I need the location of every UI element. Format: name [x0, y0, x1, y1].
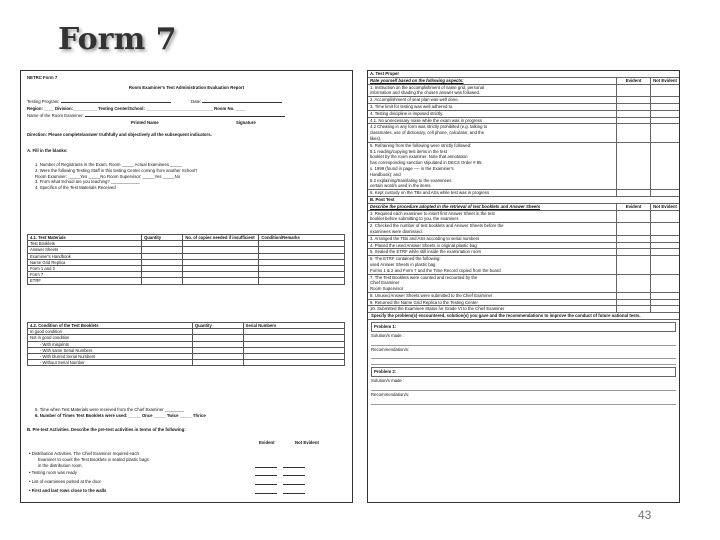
item-text: 5.2 explaining/translating to the examinees [368, 178, 617, 184]
table-row [368, 236, 679, 243]
slide-title: Form 7 [58, 22, 177, 57]
table-cell: Form 1 and 2 [28, 266, 142, 272]
item-text: 8. Unused Answer Sheets were submitted to the Chief Examiner [368, 293, 617, 299]
table-cell: Not in good condition [28, 335, 193, 341]
table-row [368, 111, 679, 118]
field-date [191, 99, 282, 105]
table-cell: Name Grid Replica [28, 259, 142, 265]
item-text: 3. Time limit for testing was well adhered to. [368, 104, 617, 110]
problem-block-2 [368, 367, 679, 404]
not-evident-cell[interactable] [651, 97, 679, 103]
label-room-examiner: Name of the Room Examiner: [27, 113, 84, 118]
form-page-left [20, 70, 353, 503]
not-evident-blank[interactable] [283, 488, 305, 494]
form-page-right [367, 70, 680, 503]
materials-header: 4.1. Test Materials [28, 235, 142, 241]
table-cell: ETRF [28, 278, 142, 284]
table-cell: - With misprints [28, 341, 193, 347]
printed-name-label: Printed Name [131, 120, 159, 125]
table-cell[interactable] [183, 278, 259, 284]
col-evident: Evident [617, 204, 651, 210]
section-b-column-header [368, 204, 679, 211]
item-text: information and shading the chosen answer was followed. [368, 90, 617, 96]
items-5-6 [35, 407, 350, 419]
direction-text: Direction: Please complete/answer truthfully and objectively all the subsequent indicators. [27, 132, 212, 137]
table-cell: Answer Sheets [28, 247, 142, 253]
table-row [28, 360, 345, 366]
not-evident-cell[interactable] [651, 216, 679, 222]
not-evident-cell[interactable] [651, 249, 679, 255]
materials-header: No. of copies needed if insufficient [183, 235, 259, 241]
not-evident-cell[interactable] [651, 286, 679, 292]
recommendation-2-label: Recommendation/s: [371, 392, 410, 398]
not-evident-cell[interactable] [651, 306, 679, 312]
report-title: Room Examiner's Test Administration Evaluation Report [128, 85, 245, 90]
table-cell: Form 7 [28, 272, 142, 278]
not-evident-cell[interactable] [651, 268, 679, 274]
evident-blank[interactable] [255, 463, 277, 469]
b-item-text: • Testing room was ready [29, 470, 249, 476]
table-cell[interactable] [243, 360, 344, 366]
section-b-title: B. Pre-test Activities. Describe the pre-test activities in terms of the following: [27, 427, 186, 432]
evident-cell[interactable] [617, 229, 651, 235]
evident-cell[interactable] [617, 183, 651, 189]
evident-cell[interactable] [617, 90, 651, 96]
b-item-text: in the distribution room. [38, 462, 83, 468]
col-not-evident: Not Evident [653, 77, 677, 83]
not-evident-blank[interactable] [283, 463, 305, 469]
not-evident-cell[interactable] [651, 190, 679, 196]
item-text: certain word/s used in the items. [368, 183, 617, 189]
room-examiner-input[interactable] [85, 116, 285, 117]
a-item: 4. Specifics of the Test Materials Received [35, 185, 116, 191]
materials-table [27, 234, 345, 285]
item-text: booklet before submitting to you, the examiner. [368, 216, 617, 222]
col-not-evident: Not Evident [295, 440, 319, 445]
form-code: NETRC Form 7 [27, 75, 58, 80]
table-row [368, 268, 679, 275]
item-text: Room Supervisor [368, 286, 617, 292]
label-testing-program: Testing Program: [27, 99, 60, 104]
a-item[interactable]: 1. Number of Registrants in the Exam. Room _____ Actual Examinees _____ [35, 162, 183, 167]
table-row [368, 306, 679, 313]
condition-header: 4.2. Condition of the Test Booklets [28, 323, 193, 329]
evident-cell[interactable] [617, 293, 651, 299]
item-text: 2. Checked the number of test booklets and Answer Sheets before the [368, 223, 617, 229]
table-row [368, 104, 679, 111]
section-b-items [29, 451, 351, 494]
section-a-title: A. Test Proper [370, 71, 400, 76]
materials-header: Condition/Remarks [259, 235, 345, 241]
item-text: 4. Placed the used Answer Sheets in original plastic bag [368, 243, 617, 249]
table-row [368, 183, 679, 190]
not-evident-cell[interactable] [651, 229, 679, 235]
not-evident-cell[interactable] [651, 300, 679, 306]
evident-cell[interactable] [617, 243, 651, 249]
recommendation-1-line[interactable] [371, 359, 676, 365]
item-text: has corresponding sanction stipulated in DECS Order # 85 [368, 160, 617, 166]
problem-block-1 [368, 322, 679, 365]
table-cell[interactable] [142, 278, 183, 284]
section-a-column-header [368, 78, 679, 85]
condition-header: Serial Numbers [243, 323, 344, 329]
evident-blank[interactable] [255, 488, 277, 494]
not-evident-cell[interactable] [651, 293, 679, 299]
table-row [368, 300, 679, 307]
item-6[interactable]: 6. Number of Times Test Booklets were used: _____ Once _____ Twice _____ Thrice [35, 412, 206, 418]
section-b-items [368, 211, 679, 314]
evident-blank[interactable] [255, 470, 277, 476]
item-text: 1. Instruction on the accomplishment of name grid, personal [368, 85, 617, 91]
table-row [368, 136, 679, 143]
table-row [368, 216, 679, 223]
list-item [29, 470, 351, 476]
evident-blank[interactable] [255, 479, 277, 485]
item-text: Handbook); and [368, 172, 617, 178]
not-evident-cell[interactable] [651, 111, 679, 117]
item-text: Chief Examiner [368, 280, 617, 286]
section-a-items [368, 85, 679, 197]
item-text: 1. Required each examinee to insert first Answer Sheet in the test [368, 211, 617, 217]
item-text: Forms 1 & 2 and Form 7 and the Time Record copied from the board [368, 268, 617, 274]
not-evident-cell[interactable] [651, 104, 679, 110]
item-text: booklet by the room examiner. Note that annotation [368, 154, 617, 160]
table-row [368, 97, 679, 104]
table-row [368, 286, 679, 293]
col-not-evident: Not Evident [653, 203, 677, 209]
col-evident: Evident [617, 78, 651, 84]
field-room-examiner [27, 113, 285, 119]
not-evident-cell[interactable] [651, 183, 679, 189]
evident-cell[interactable] [617, 300, 651, 306]
testing-program-input[interactable] [61, 102, 171, 103]
item-text: 7. The Test Booklets were counted and recounted by the [368, 275, 617, 281]
solution-2-label: Solution/s made : [371, 378, 405, 384]
not-evident-cell[interactable] [651, 90, 679, 96]
evident-cell[interactable] [617, 118, 651, 124]
materials-header: Quantity [142, 235, 183, 241]
table-row [368, 249, 679, 256]
not-evident-cell[interactable] [651, 118, 679, 124]
b-item-text: • List of examinees posted at the door [29, 479, 249, 485]
evident-cell[interactable] [617, 136, 651, 142]
date-input[interactable] [202, 102, 282, 103]
table-cell: - With blurred Serial Numbers [28, 354, 193, 360]
item-text: used Answer Sheets in plastic bag [368, 262, 617, 268]
table-cell: Examiner's Handbook [28, 253, 142, 259]
table-cell[interactable] [192, 360, 243, 366]
solution-1-label: Solution/s made : [371, 332, 405, 338]
condition-table [27, 322, 345, 366]
section-a-items [35, 162, 350, 191]
b-item-text: • First and last rows close to the walls [29, 488, 249, 494]
not-evident-blank[interactable] [283, 479, 305, 485]
not-evident-cell[interactable] [651, 243, 679, 249]
evident-cell[interactable] [617, 97, 651, 103]
item-text: 10. Submitted the Examinee Status for Grade VI to the Chief Examiner [368, 306, 617, 312]
evident-cell[interactable] [617, 236, 651, 242]
col-evident: Evident [259, 440, 275, 445]
item-text: examinees were dismissed. [368, 229, 617, 235]
condition-header: Quantity [192, 323, 243, 329]
table-cell: - Without Serial Number [28, 360, 193, 366]
evident-cell[interactable] [617, 249, 651, 255]
recommendation-2-line[interactable] [371, 399, 676, 405]
table-row [28, 278, 345, 284]
b-item-text: Examiner to count the Test Booklets in sealed plastic bags [38, 456, 149, 462]
table-row [368, 243, 679, 250]
item-text: 4. Testing discipline is imposed strictly. [368, 111, 617, 117]
item-text: 4.1. No unnecessary noise while the exam was in progress [368, 118, 617, 124]
evident-cell[interactable] [617, 190, 651, 196]
item-text: 5. Refraining from the following were strictly followed: [368, 143, 617, 149]
section-a-instruction: Rate yourself based on the following aspects: [368, 78, 617, 84]
section-a-title: A. Fill in the blanks: [27, 148, 68, 153]
evident-cell[interactable] [617, 306, 651, 312]
a-item[interactable]: Room Examiner: _____Yes _____No Room Supervisor: _____Yes _____No [35, 173, 181, 179]
evident-cell[interactable] [617, 286, 651, 292]
evident-cell[interactable] [617, 268, 651, 274]
table-row [368, 293, 679, 300]
item-text: classmates, use of dictionary, cell phone, calculator, and the [368, 130, 617, 136]
item-text: 5. Sealed the ETRF while still inside the examination room [368, 249, 617, 255]
not-evident-cell[interactable] [651, 236, 679, 242]
item-5[interactable]: 5. Time when Test Materials were received from the Chief Examiner ________ [35, 407, 184, 412]
item-text: likes). [368, 136, 617, 142]
table-cell[interactable] [259, 278, 345, 284]
table-row [368, 90, 679, 97]
list-item [29, 479, 351, 485]
problem-1-label[interactable]: Problem 1: [371, 322, 676, 332]
specify-text: Specify the problem(s) encountered, solution(s) you gave and the recommendations to improve the conduct of future national tests. [368, 313, 679, 320]
field-testing-program [27, 99, 171, 105]
item-text: 4.2 Cheating in any form was strictly prohibited (e.g. talking to [368, 124, 617, 130]
field-region-line[interactable]: Region: ____ Division:__________ Testing Center/School: ____________________________ Room No. ____ [27, 106, 246, 111]
section-b-header [368, 197, 679, 204]
item-text: 5.1 reading/copying test items in the test [368, 149, 617, 155]
item-text: 9. Returned the Name Grid Replica to the Testing Center [368, 300, 617, 306]
list-item [29, 488, 351, 494]
item-text: s. 1999 (found in page ---- in the Examiner's [368, 166, 617, 172]
table-row [368, 190, 679, 197]
section-b-instruction: Describe the procedure adopted in the retrieval of test booklets and Answer Sheets [368, 204, 617, 210]
item-text: 6. The ETRF contained the following: [368, 256, 617, 262]
table-cell: - With same Serial Numbers [28, 347, 193, 353]
list-item [29, 463, 351, 469]
problem-2-label[interactable]: Problem 2: [371, 367, 676, 377]
recommendation-1-label: Recommendation/s: [371, 346, 410, 352]
evident-cell[interactable] [617, 111, 651, 117]
section-a-header [368, 71, 679, 78]
table-row [368, 229, 679, 236]
item-text: 3. Arranged the TBs and ASs according to serial numbers [368, 236, 617, 242]
label-date: Date: [191, 99, 202, 104]
a-item: 2. Were the following Testing Staff in this testing Center coming from another School? [35, 167, 198, 173]
table-cell: In good condition [28, 329, 193, 335]
not-evident-blank[interactable] [283, 470, 305, 476]
b-item-text: • Distribution Activities. The Chief Examiner required each [29, 451, 249, 457]
item-text: 6. Kept custody on the TBs and ASs while test was in progress [368, 190, 617, 196]
a-item[interactable]: 3. From what School are you teaching? ____________ [35, 179, 140, 185]
evident-cell[interactable] [617, 216, 651, 222]
page-number: 43 [638, 508, 652, 522]
table-row [368, 118, 679, 125]
not-evident-cell[interactable] [651, 136, 679, 142]
table-cell: Test Booklets [28, 241, 142, 247]
evident-cell[interactable] [617, 104, 651, 110]
signature-label: Signature [236, 120, 256, 125]
item-text: 2. Accomplishment of seat plan was well done. [368, 97, 617, 103]
section-b-title: B. Post Test [370, 196, 395, 202]
